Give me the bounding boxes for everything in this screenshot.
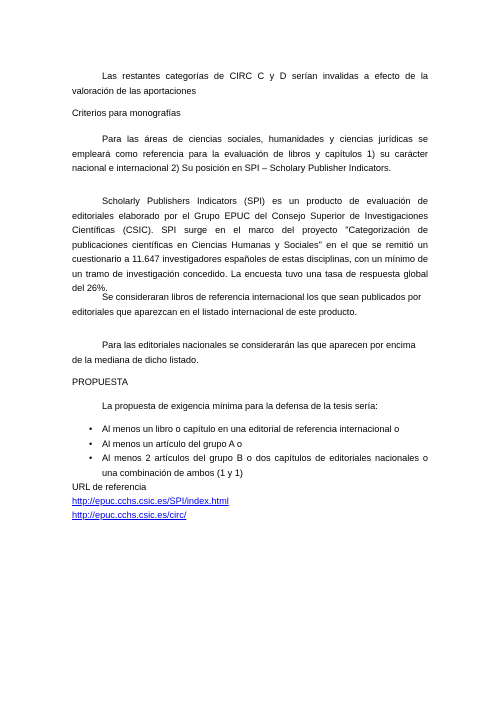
list-item	[72, 451, 428, 480]
list-item-text: Al menos un libro o capítulo en una editorial de referencia internacional o	[102, 424, 400, 434]
paragraph-areas-ciencias: Para las áreas de ciencias sociales, humanidades y ciencias jurídicas se empleará como referencia para la evaluación de libros y capítulos 1) su carácter nacional e internacional 2) Su posición en SPI – Scholary Publisher Indicators.	[72, 134, 428, 173]
paragraph-circ-categories: Las restantes categorías de CIRC C y D serían invalidas a efecto de la valoración de las aportaciones	[72, 71, 428, 96]
paragraph-spi-description: Scholarly Publishers Indicators (SPI) es un producto de evaluación de editoriales elaborado por el Grupo EPUC del Consejo Superior de Investigaciones Científicas (CSIC). SPI surge en el marco del proyecto "Categorización de publicaciones científicas en Ciencias Humanas y Sociales" en el que se remitió un cuestionario a 11.647 investigadores españoles de estas disciplinas, con un mínimo de un tramo de investigación concedido. La encuesta tuvo una tasa de respuesta global del 26%.	[72, 196, 428, 293]
list-item	[72, 437, 428, 452]
bullet-icon: •	[89, 424, 93, 434]
bullet-icon: •	[89, 453, 93, 463]
circ-link[interactable]: http://epuc.cchs.csic.es/circ/	[72, 510, 187, 520]
paragraph-editoriales-nacionales: Para las editoriales nacionales se considerarán las que aparecen por encima de la mediana de dicho listado.	[72, 340, 416, 365]
url-reference-label: URL de referencia	[72, 482, 147, 492]
heading-criterios-monografias: Criterios para monografías	[72, 108, 181, 118]
spi-link[interactable]: http://epuc.cchs.csic.es/SPI/index.html	[72, 496, 229, 506]
list-item-text: Al menos un artículo del grupo A o	[102, 438, 242, 449]
paragraph-referencia-internacional: Se consideraran libros de referencia internacional los que sean publicados por editoriales que aparezcan en el listado internacional de este producto.	[72, 292, 422, 317]
list-item-text: Al menos 2 artículos del grupo B o dos capítulos de editoriales nacionales o una combinación de ambos (1 y 1)	[102, 453, 428, 478]
bullet-icon: •	[89, 438, 93, 449]
requirements-list	[72, 422, 428, 480]
list-item	[72, 422, 428, 437]
heading-propuesta: PROPUESTA	[72, 377, 128, 387]
paragraph-propuesta-intro: La propuesta de exigencia mínima para la defensa de la tesis sería:	[102, 401, 378, 411]
